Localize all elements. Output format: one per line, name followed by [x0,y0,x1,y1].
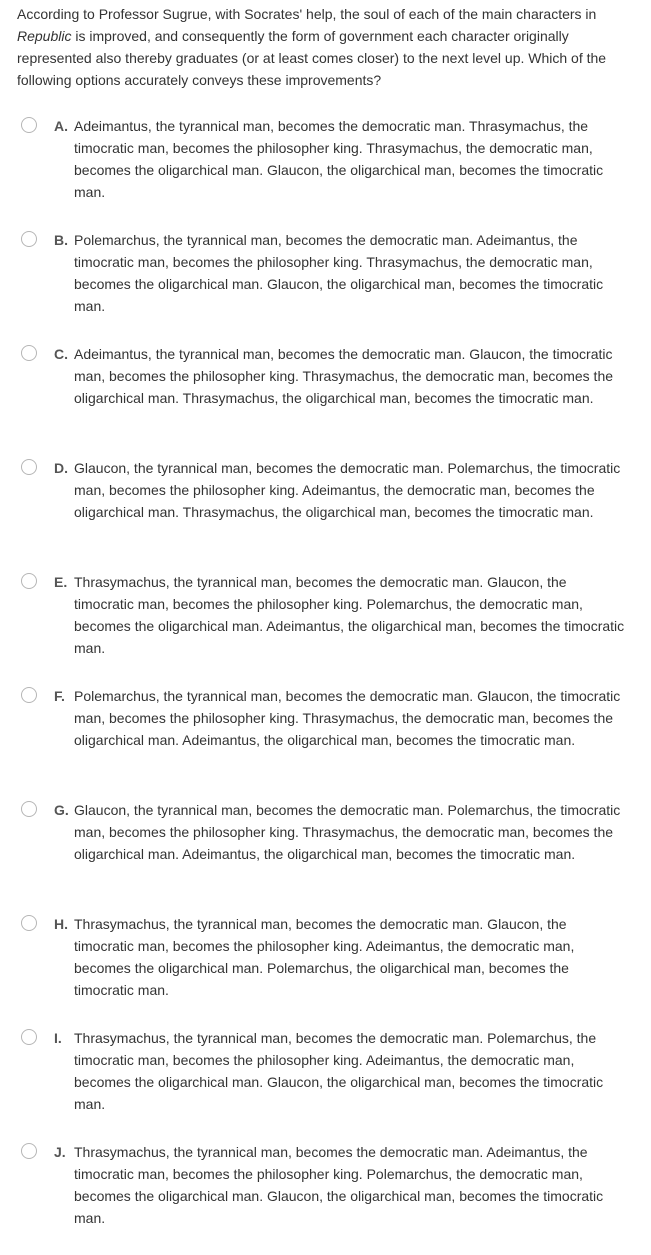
option-c-label[interactable] [54,343,629,409]
option-text: Adeimantus, the tyrannical man, becomes the democratic man. Glaucon, the timocratic man, becomes the philosopher king. Thrasymachus, the democratic man, becomes the oligarchical man. Thrasymachus, the oligarchical man, becomes the timocratic man. [74,346,614,406]
option-letter: G. [54,802,69,818]
radio-button-b[interactable] [21,231,37,247]
option-text: Adeimantus, the tyrannical man, becomes the democratic man. Thrasymachus, the timocratic man, becomes the philosopher king. Thrasymachus, the democratic man, becomes the oligarchical man. Glaucon, the oligarchical man, becomes the timocratic man. [74,118,604,200]
radio-button-j[interactable] [21,1143,37,1159]
option-b-label[interactable] [54,229,629,317]
option-letter: H. [54,916,68,932]
radio-button-a[interactable] [21,117,37,133]
radio-button-e[interactable] [21,573,37,589]
question-text-italic-title: Republic [17,28,72,44]
option-f-label[interactable] [54,685,629,751]
radio-button-d[interactable] [21,459,37,475]
option-text: Glaucon, the tyrannical man, becomes the democratic man. Polemarchus, the timocratic man, becomes the philosopher king. Adeimantus, the democratic man, becomes the oligarchical man. Thrasymachus, the oligarchical man, becomes the timocratic man. [74,460,621,520]
question-text-start: According to Professor Sugrue, with Socrates' help, the soul of each of the main characters in [17,6,597,22]
answer-options-list [0,115,651,1255]
option-e[interactable] [0,571,651,685]
option-h-label[interactable] [54,913,629,1001]
option-text: Thrasymachus, the tyrannical man, becomes the democratic man. Glaucon, the timocratic man, becomes the philosopher king. Adeimantus, the democratic man, becomes the oligarchical man. Polemarchus, the oligarchical man, becomes the timocratic man. [74,916,575,998]
option-letter: J. [54,1144,66,1160]
option-j-label[interactable] [54,1141,629,1229]
option-c[interactable] [0,343,651,457]
option-i-label[interactable] [54,1027,629,1115]
option-i[interactable] [0,1027,651,1141]
option-d[interactable] [0,457,651,571]
option-letter: D. [54,460,68,476]
option-f[interactable] [0,685,651,799]
option-a[interactable] [0,115,651,229]
radio-button-c[interactable] [21,345,37,361]
radio-button-i[interactable] [21,1029,37,1045]
option-letter: F. [54,688,65,704]
question-text [17,3,641,91]
option-h[interactable] [0,913,651,1027]
option-text: Thrasymachus, the tyrannical man, becomes the democratic man. Polemarchus, the timocratic man, becomes the philosopher king. Adeimantus, the democratic man, becomes the oligarchical man. Glaucon, the oligarchical man, becomes the timocratic man. [74,1030,604,1112]
option-letter: B. [54,232,68,248]
radio-button-h[interactable] [21,915,37,931]
option-letter: C. [54,346,68,362]
question-text-end: is improved, and consequently the form of government each character originally represented also thereby graduates (or at least comes closer) to the next level up. Which of the following options accurately conveys these improvements? [17,28,607,88]
option-d-label[interactable] [54,457,629,523]
option-letter: I. [54,1030,62,1046]
option-b[interactable] [0,229,651,343]
radio-button-g[interactable] [21,801,37,817]
option-letter: E. [54,574,68,590]
option-a-label[interactable] [54,115,629,203]
option-text: Glaucon, the tyrannical man, becomes the democratic man. Polemarchus, the timocratic man, becomes the philosopher king. Thrasymachus, the democratic man, becomes the oligarchical man. Adeimantus, the oligarchical man, becomes the timocratic man. [74,802,621,862]
option-text: Polemarchus, the tyrannical man, becomes the democratic man. Glaucon, the timocratic man, becomes the philosopher king. Thrasymachus, the democratic man, becomes the oligarchical man. Adeimantus, the oligarchical man, becomes the timocratic man. [74,688,621,748]
option-letter: A. [54,118,68,134]
option-j[interactable] [0,1141,651,1255]
option-text: Thrasymachus, the tyrannical man, becomes the democratic man. Glaucon, the timocratic man, becomes the philosopher king. Polemarchus, the democratic man, becomes the oligarchical man. Adeimantus, the oligarchical man, becomes the timocratic man. [74,574,625,656]
option-g[interactable] [0,799,651,913]
option-e-label[interactable] [54,571,629,659]
option-text: Polemarchus, the tyrannical man, becomes the democratic man. Adeimantus, the timocratic man, becomes the philosopher king. Thrasymachus, the democratic man, becomes the oligarchical man. Glaucon, the oligarchical man, becomes the timocratic man. [74,232,604,314]
option-text: Thrasymachus, the tyrannical man, becomes the democratic man. Adeimantus, the timocratic man, becomes the philosopher king. Polemarchus, the democratic man, becomes the oligarchical man. Glaucon, the oligarchical man, becomes the timocratic man. [74,1144,604,1226]
option-g-label[interactable] [54,799,629,865]
radio-button-f[interactable] [21,687,37,703]
